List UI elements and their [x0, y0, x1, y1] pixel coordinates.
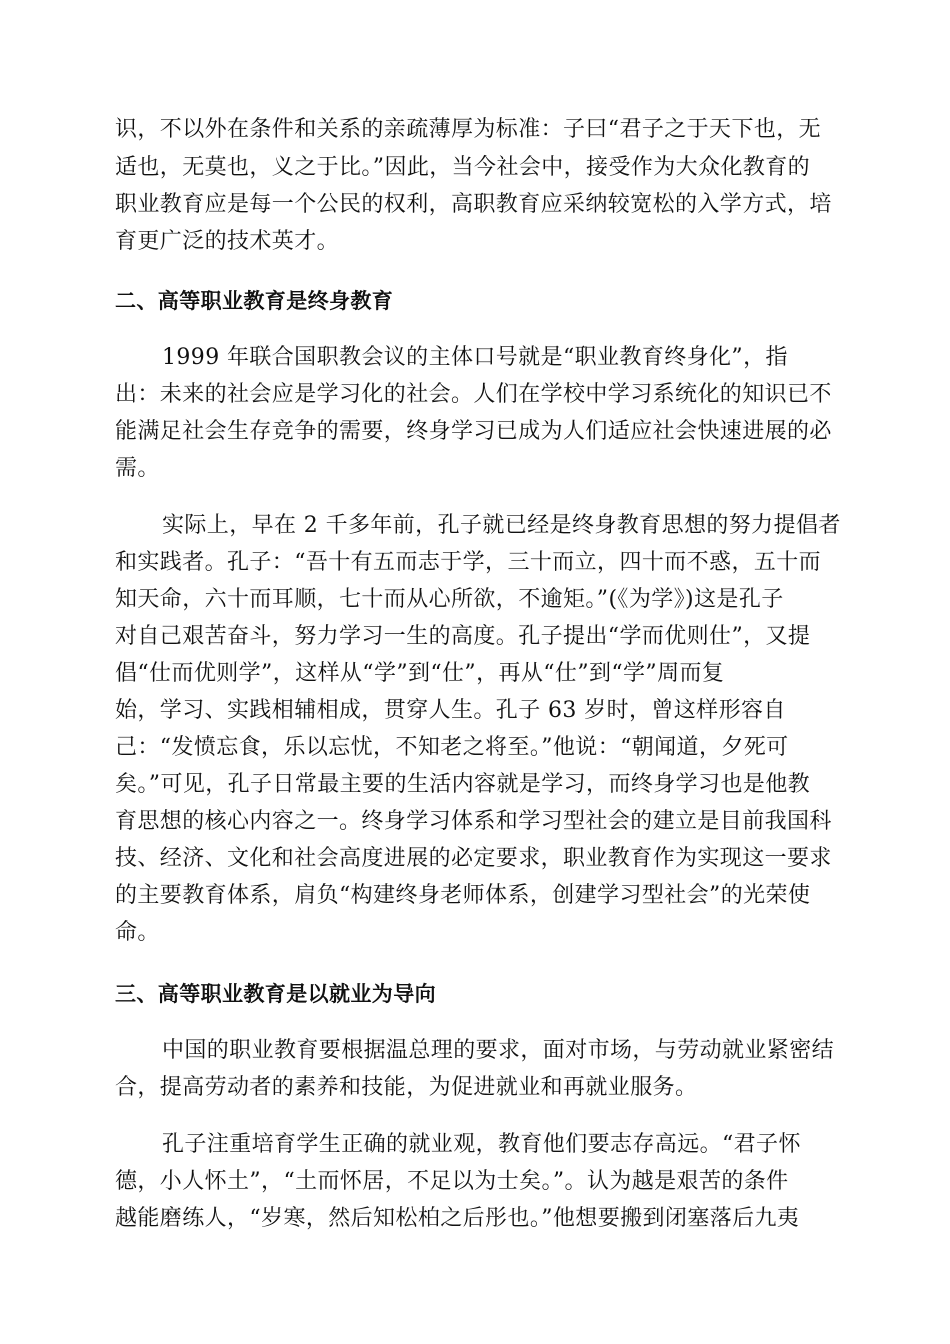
- text-line: 和实践者。孔子：“吾十有五而志于学，三十而立，四十而不惑，五十而: [115, 550, 822, 575]
- text-line: 育思想的核心内容之一。终身学习体系和学习型社会的建立是目前我国科: [115, 809, 832, 834]
- text-line: 倡“仕而优则学”，这样从“学”到“仕”，再从“仕”到“学”周而复: [115, 661, 725, 686]
- text-line: 出：未来的社会应是学习化的社会。人们在学校中学习系统化的知识已不: [115, 382, 832, 407]
- text-line: 命。: [115, 920, 160, 945]
- text-line: 合，提高劳动者的素养和技能，为促进就业和再就业服务。: [115, 1075, 698, 1100]
- text-line: 1999 年联合国职教会议的主体口号就是“职业教育终身化”，指: [162, 345, 788, 370]
- text-line: 能满足社会生存竞争的需要，终身学习已成为人们适应社会快速进展的必: [115, 419, 832, 444]
- text-line: 德，小人怀土”，“土而怀居，不足以为士矣。”。认为越是艰苦的条件: [115, 1169, 789, 1194]
- text-line: 职业教育应是每一个公民的权利，高职教育应采纳较宽松的入学方式，培: [115, 192, 832, 217]
- text-line: 育更广泛的技术英才。: [115, 229, 340, 254]
- text-line: 实际上，早在 2 千多年前，孔子就已经是终身教育思想的努力提倡者: [162, 513, 841, 538]
- text-line: 己：“发愤忘食，乐以忘忧，不知老之将至。”他说：“朝闻道，夕死可: [115, 735, 789, 760]
- text-line: 越能磨练人，“岁寒，然后知松柏之后彤也。”他想要搬到闭塞落后九夷: [115, 1206, 800, 1231]
- text-line: 矣。”可见，孔子日常最主要的生活内容就是学习，而终身学习也是他教: [115, 772, 811, 797]
- text-line: 适也，无莫也，义之于比。”因此，当今社会中，接受作为大众化教育的: [115, 155, 811, 180]
- text-line: 需。: [115, 456, 160, 481]
- text-line: 中国的职业教育要根据温总理的要求，面对市场，与劳动就业紧密结: [162, 1038, 835, 1063]
- text-line: 识，不以外在条件和关系的亲疏薄厚为标准：子曰“君子之于天下也，无: [115, 117, 822, 142]
- text-line: 知天命，六十而耳顺，七十而从心所欲，不逾矩。”(《为学》)这是孔子: [115, 587, 784, 612]
- text-line: 始，学习、实践相辅相成，贯穿人生。孔子 63 岁时，曾这样形容自: [115, 698, 786, 723]
- text-line: 对自己艰苦奋斗，努力学习一生的高度。孔子提出“学而优则仕”，又提: [115, 624, 811, 649]
- section-heading-lifelong-education: 二、高等职业教育是终身教育: [115, 289, 394, 313]
- text-line: 孔子注重培育学生正确的就业观，教育他们要志存高远。“君子怀: [162, 1132, 801, 1157]
- text-line: 的主要教育体系，肩负“构建终身老师体系，创建学习型社会”的光荣使: [115, 883, 811, 908]
- text-line: 技、经济、文化和社会高度进展的必定要求，职业教育作为实现这一要求: [115, 846, 832, 871]
- section-heading-employment-oriented: 三、高等职业教育是以就业为导向: [115, 982, 436, 1006]
